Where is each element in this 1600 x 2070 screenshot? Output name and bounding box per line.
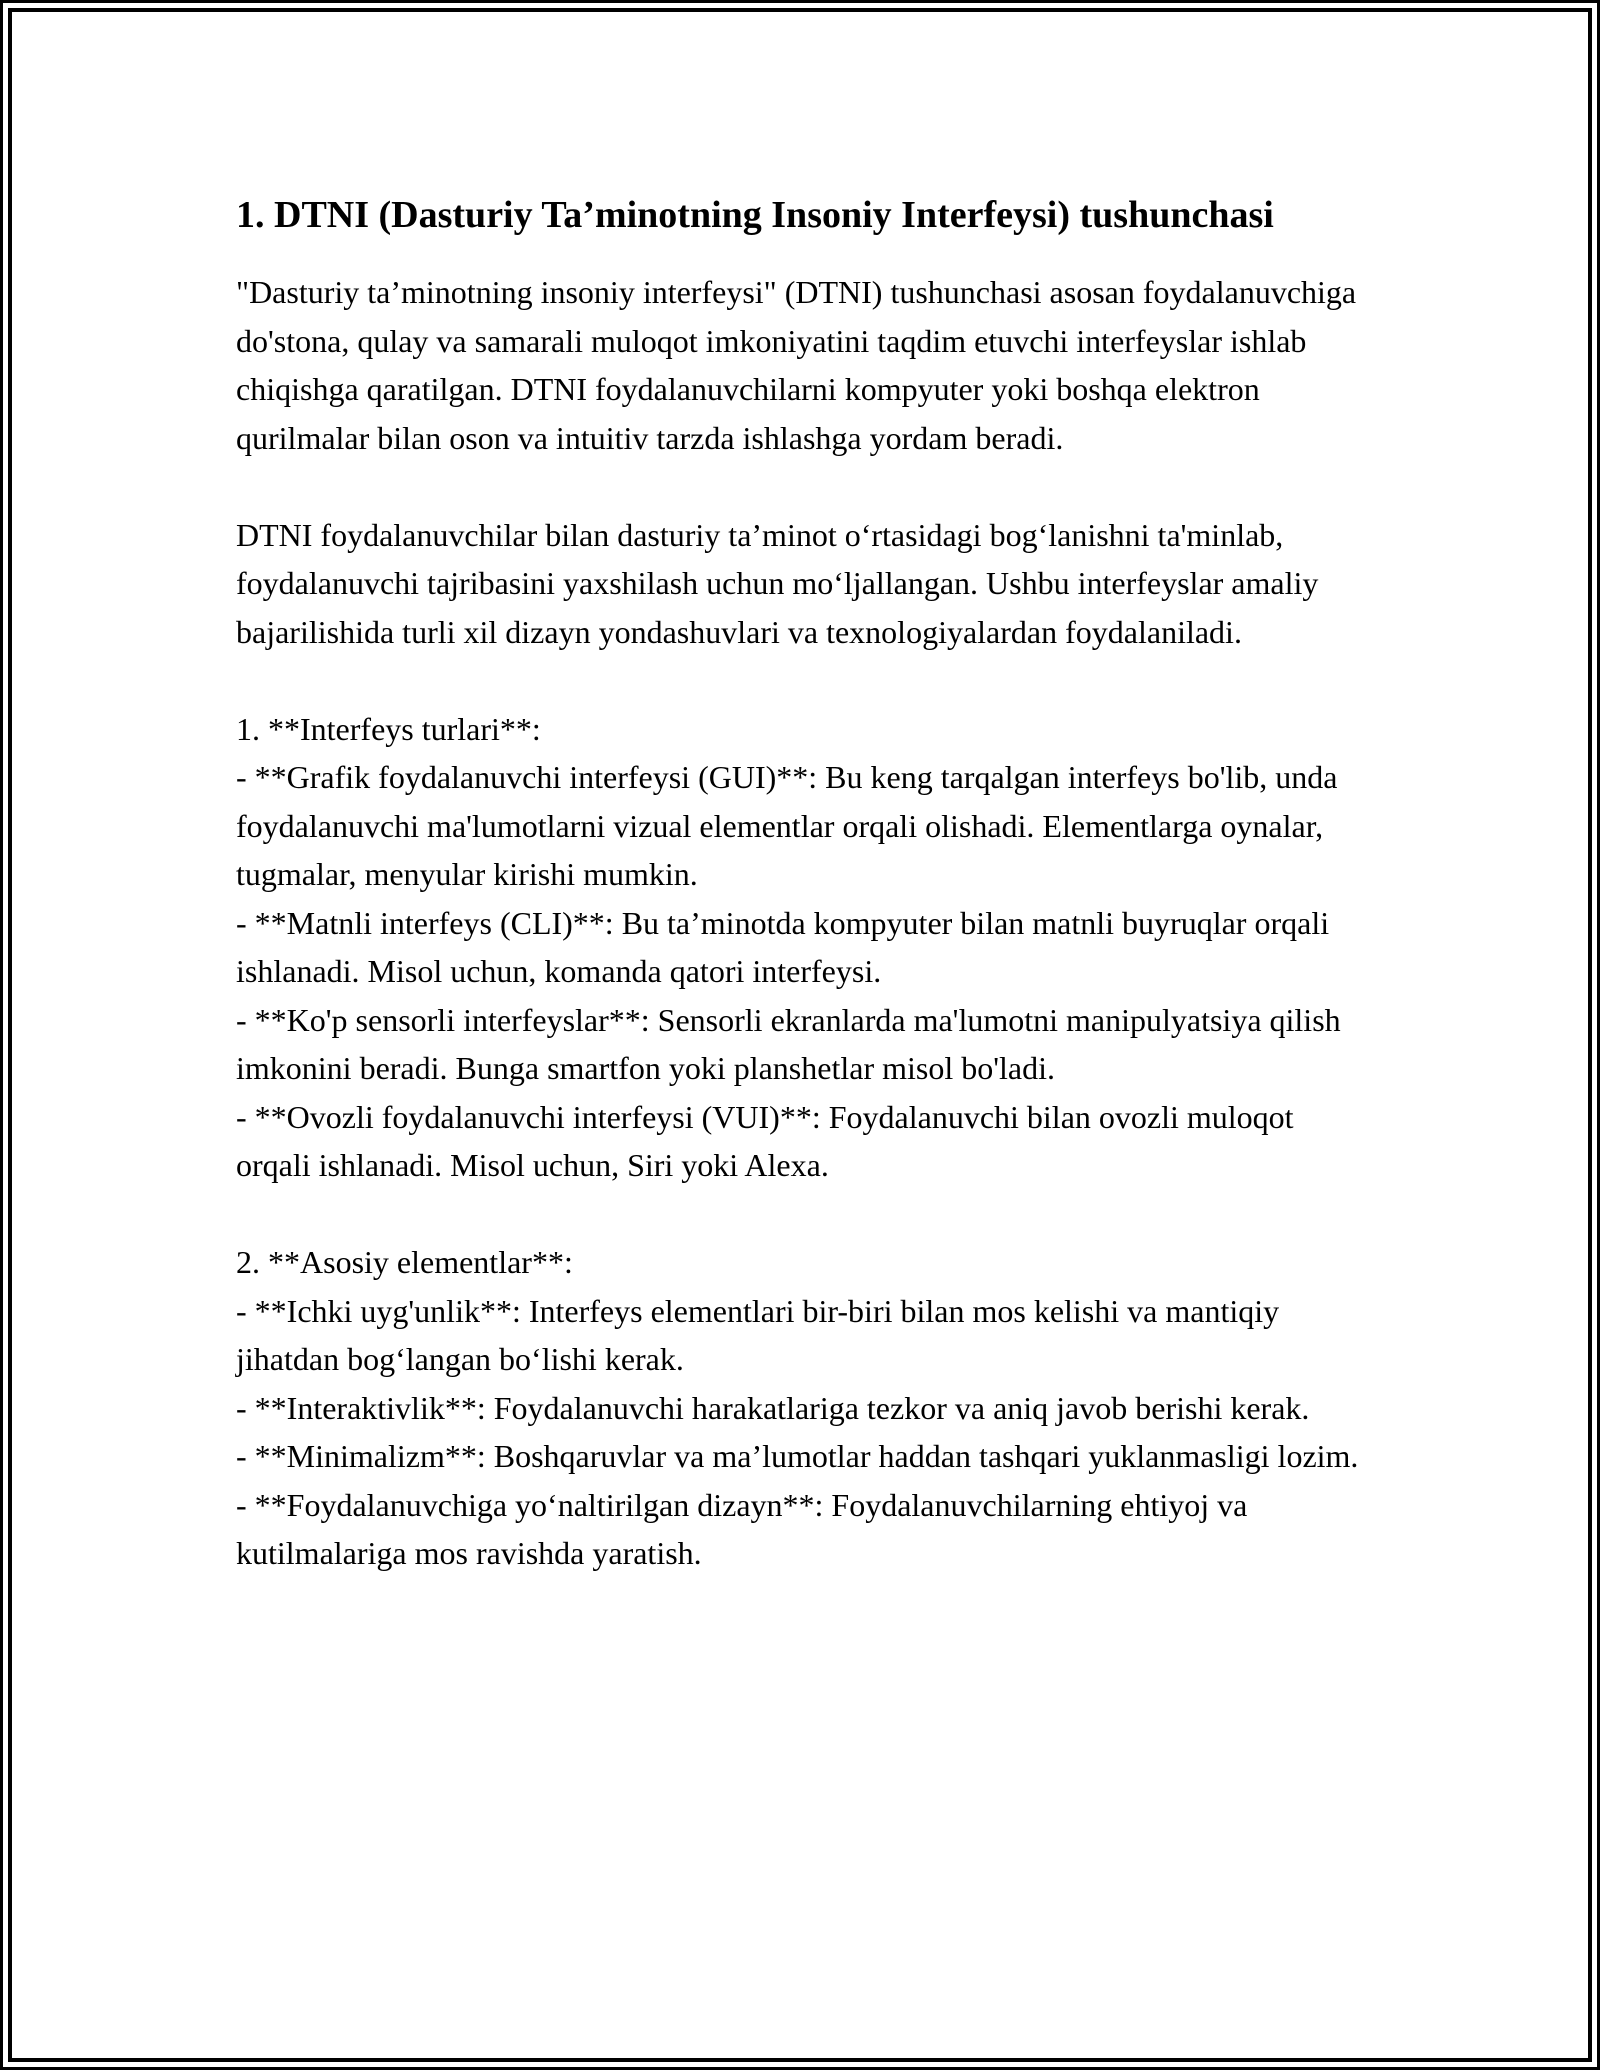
- intro-paragraph: "Dasturiy ta’minotning insoniy interfeysi" (DTNI) tushunchasi asosan foydalanuvchiga do'stona, qulay va samarali muloqot imkoniyatini taqdim etuvchi interfeyslar ishlab chiqishga qaratilgan. DTNI foydalanuvchilarni kompyuter yoki boshqa elektron qurilmalar bilan oson va intuitiv tarzda ishlashga yordam beradi.: [236, 274, 1357, 456]
- section-heading: 2. **Asosiy elementlar**:: [236, 1244, 573, 1280]
- section-heading: 1. **Interfeys turlari**:: [236, 710, 541, 747]
- list-item: - **Ko'p sensorli interfeyslar**: Sensorli ekranlarda ma'lumotni manipulyatsiya qilish imkonini beradi. Bunga smartfon yoki planshetlar misol bo'ladi.: [236, 1001, 1341, 1086]
- list-item: - **Minimalizm**: Boshqaruvlar va ma’lumotlar haddan tashqari yuklanmasligi lozim.: [236, 1438, 1359, 1474]
- paragraph-gap: [236, 462, 1366, 511]
- section-interface-types: [236, 705, 1366, 1190]
- list-item: - **Matnli interfeys (CLI)**: Bu ta’minotda kompyuter bilan matnli buyruqlar orqali ishlanadi. Misol uchun, komanda qatori interfeysi.: [236, 904, 1330, 989]
- list-item: - **Ichki uyg'unlik**: Interfeys elementlari bir-biri bilan mos kelishi va mantiqiy jihatdan bog‘langan bo‘lishi kerak.: [236, 1292, 1280, 1377]
- list-item: - **Ovozli foydalanuvchi interfeysi (VUI)**: Foydalanuvchi bilan ovozli muloqot orqali ishlanadi. Misol uchun, Siri yoki Alexa.: [236, 1098, 1294, 1183]
- section-core-elements: [236, 1238, 1366, 1578]
- list-item: - **Foydalanuvchiga yo‘naltirilgan dizayn**: Foydalanuvchilarning ehtiyoj va kutilmalariga mos ravishda yaratish.: [236, 1486, 1248, 1571]
- document-title: 1. DTNI (Dasturiy Ta’minotning Insoniy Interfeysi) tushunchasi: [236, 194, 1274, 236]
- paragraph-gap: [236, 1190, 1366, 1239]
- second-paragraph: DTNI foydalanuvchilar bilan dasturiy ta’minot o‘rtasidagi bog‘lanishni ta'minlab, foydalanuvchi tajribasini yaxshilash uchun mo‘ljallangan. Ushbu interfeyslar amaliy bajarilishida turli xil dizayn yondashuvlari va texnologiyalardan foydalaniladi.: [236, 516, 1319, 650]
- list-item: - **Interaktivlik**: Foydalanuvchi harakatlariga tezkor va aniq javob berishi kerak.: [236, 1389, 1310, 1426]
- document-body: [236, 188, 1366, 1578]
- list-item: - **Grafik foydalanuvchi interfeysi (GUI)**: Bu keng tarqalgan interfeys bo'lib, unda foydalanuvchi ma'lumotlarni vizual elementlar orqali olishadi. Elementlarga oynalar, tugmalar, menyular kirishi mumkin.: [236, 759, 1338, 892]
- paragraph-gap: [236, 656, 1366, 705]
